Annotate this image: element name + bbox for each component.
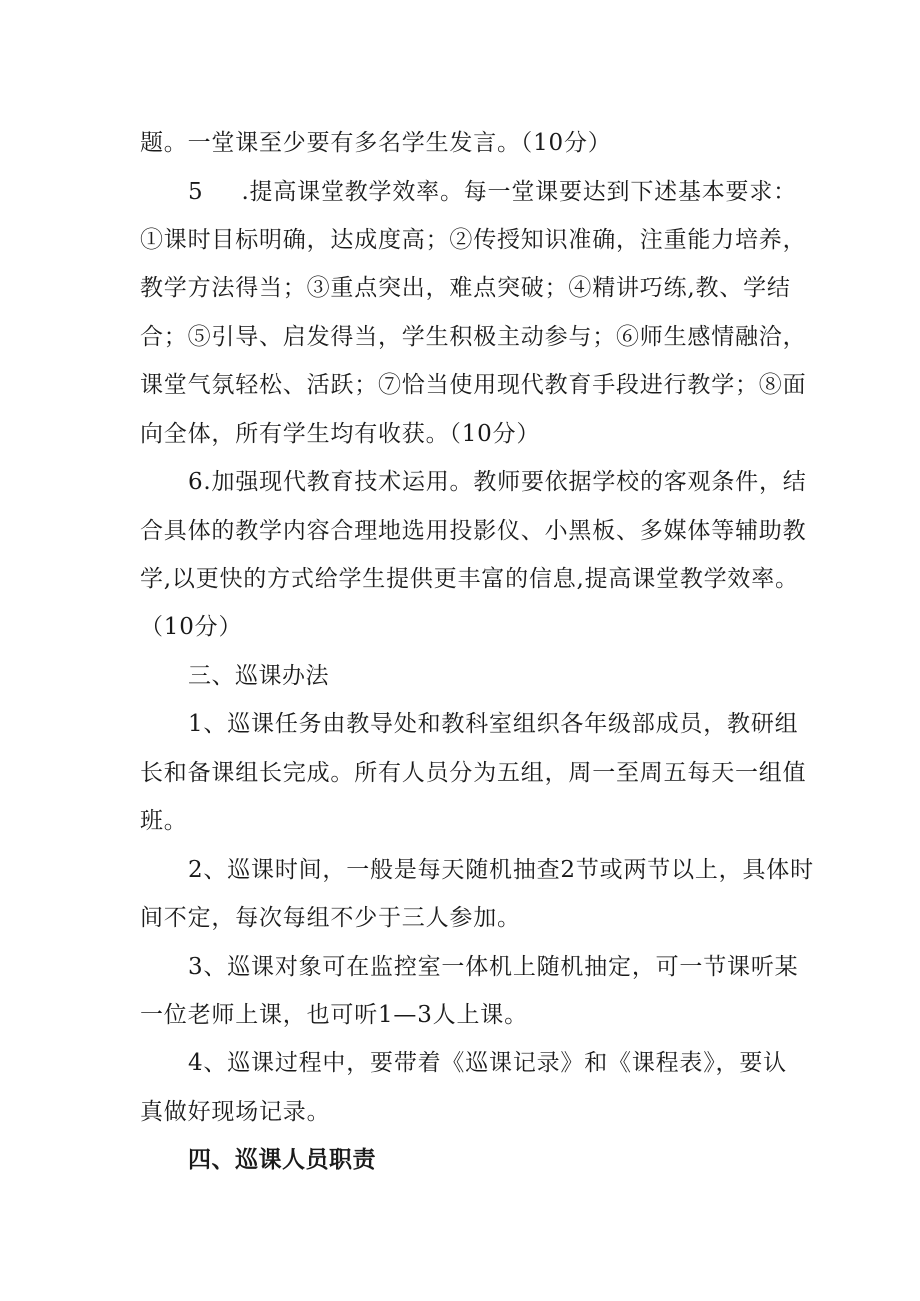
paragraph-5-line-3: 教学方法得当；③重点突出，难点突破；④精讲巧练,教、学结	[140, 275, 791, 301]
item-1-line-1: 1、巡课任务由教导处和教科室组织各年级部成员，教研组	[188, 711, 799, 737]
item-4-line-1: 4、巡课过程中，要带着《巡课记录》和《课程表》，要认	[188, 1050, 787, 1076]
paragraph-6-line-3: 学,以更快的方式给学生提供更丰富的信息,提高课堂教学效率。	[140, 566, 799, 592]
paragraph-5-number: 5	[188, 179, 204, 205]
item-3-line-1: 3、巡课对象可在监控室一体机上随机抽定，可一节课听某	[188, 954, 799, 980]
paragraph-5-line-1	[188, 177, 797, 207]
section-3-title: 三、巡课办法	[188, 663, 329, 689]
paragraph-4-tail: 题。一堂课至少要有多名学生发言。（10分）	[140, 130, 612, 156]
paragraph-5-line-1-text: .提高课堂教学效率。每一堂课要达到下述基本要求：	[241, 179, 797, 205]
paragraph-6-line-1: 6.加强现代教育技术运用。教师要依据学校的客观条件，结	[188, 469, 807, 495]
item-3-line-2: 一位老师上课，也可听1—3人上课。	[140, 1002, 528, 1028]
item-2-line-2: 间不定，每次每组不少于三人参加。	[140, 905, 521, 931]
item-1-line-2: 长和备课组长完成。所有人员分为五组，周一至周五每天一组值	[140, 760, 807, 786]
paragraph-6-line-4: （10分）	[140, 614, 243, 640]
paragraph-5-line-6: 向全体，所有学生均有收获。（10分）	[140, 421, 541, 447]
paragraph-6-line-2: 合具体的教学内容合理地选用投影仪、小黑板、多媒体等辅助教	[140, 518, 807, 544]
paragraph-5-line-5: 课堂气氛轻松、活跃；⑦恰当使用现代教育手段进行教学；⑧面	[140, 372, 807, 398]
item-2-line-1: 2、巡课时间，一般是每天随机抽查2节或两节以上，具体时	[188, 857, 814, 883]
paragraph-5-line-4: 合；⑤引导、启发得当，学生积极主动参与；⑥师生感情融洽，	[140, 324, 807, 350]
section-4-title: 四、巡课人员职责	[188, 1147, 376, 1173]
item-1-line-3: 班。	[140, 808, 188, 834]
paragraph-5-line-2: ①课时目标明确，达成度高；②传授知识准确，注重能力培养，	[140, 227, 807, 253]
item-4-line-2: 真做好现场记录。	[140, 1099, 331, 1125]
